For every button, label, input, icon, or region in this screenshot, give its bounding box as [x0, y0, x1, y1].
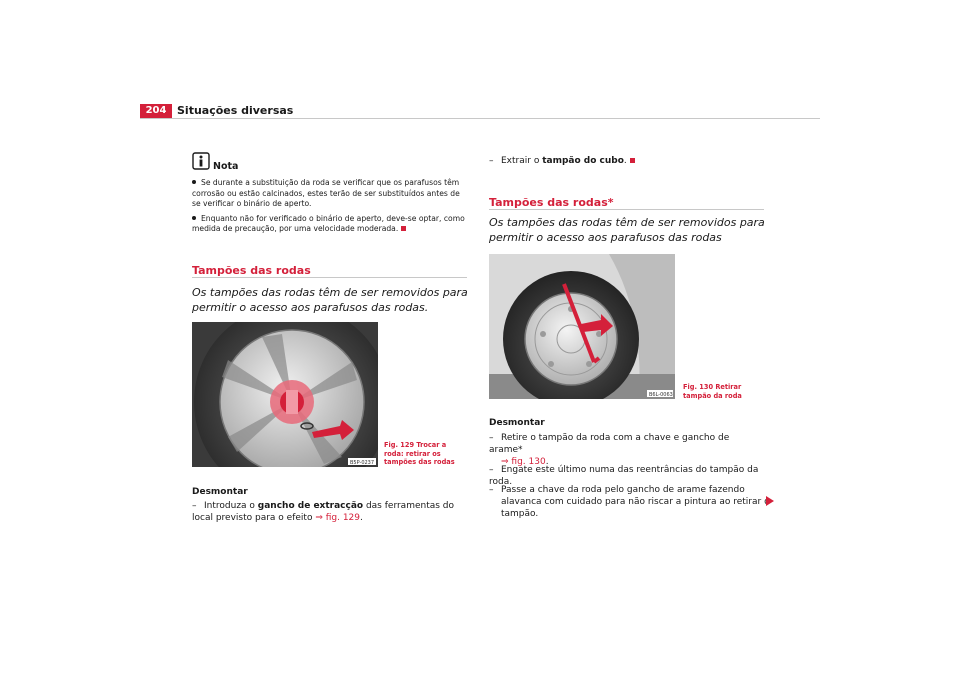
step-right-2: – Engate este último numa das reentrâncias do tampão da roda.	[489, 465, 759, 487]
figure-130-caption: Fig. 130 Retirar tampão da roda	[683, 383, 742, 400]
figure-code: B5P-0237	[350, 460, 375, 466]
note-body	[192, 178, 467, 239]
figure-129-caption: Fig. 129 Trocar a roda: retirar os tampões das rodas	[384, 441, 455, 466]
section-rule	[192, 277, 467, 278]
section-intro-left: Os tampões das rodas têm de ser removidos para permitir o acesso aos parafusos das rodas.	[192, 286, 468, 314]
figure-link[interactable]: ⇒ fig. 129	[315, 513, 360, 523]
bullet-icon	[192, 216, 196, 220]
end-mark-icon	[401, 226, 406, 231]
figure-code: B6L-0063	[649, 392, 673, 398]
end-mark-icon	[630, 158, 635, 163]
figure-link[interactable]: ⇒ fig. 130	[501, 457, 546, 467]
section-title-right: Tampões das rodas*	[489, 196, 614, 209]
subhead-desmontar-right: Desmontar	[489, 418, 545, 428]
step-left: – Introduza o gancho de extracção das ferramentas do local previsto para o efeito ⇒ fig. 129.	[192, 501, 455, 523]
note-item: Se durante a substituição da roda se verificar que os parafusos têm corrosão ou estão calcinados, estes terão de ser substituídos antes de se verificar o binário de aperto.	[192, 178, 460, 208]
note-title: Nota	[213, 161, 239, 172]
running-title: Situações diversas	[177, 104, 294, 117]
info-note-icon	[192, 152, 210, 170]
step-right-3: – Passe a chave da roda pelo gancho de arame fazendo alavanca com cuidado para não riscar a pintura ao retirar o tampão.	[489, 485, 770, 519]
step-right-1: – Retire o tampão da roda com a chave e gancho de arame* ⇒ fig. 130.	[489, 433, 730, 467]
section-rule	[489, 209, 764, 210]
note-item: Enquanto não for verificado o binário de aperto, deve-se optar, como medida de precaução, por uma velocidade moderada.	[192, 213, 465, 233]
bullet-icon	[192, 180, 196, 184]
header-rule	[140, 118, 820, 119]
next-page-arrow-icon	[766, 496, 774, 506]
page-number: 204	[140, 104, 172, 118]
figure-130-image	[489, 254, 675, 399]
subhead-desmontar-left: Desmontar	[192, 487, 248, 497]
step-right-top: – Extrair o tampão do cubo.	[489, 155, 739, 167]
section-title-left: Tampões das rodas	[192, 264, 311, 277]
section-intro-right: Os tampões das rodas têm de ser removidos para permitir o acesso aos parafusos das rodas	[489, 216, 765, 244]
figure-129-image	[192, 322, 378, 467]
